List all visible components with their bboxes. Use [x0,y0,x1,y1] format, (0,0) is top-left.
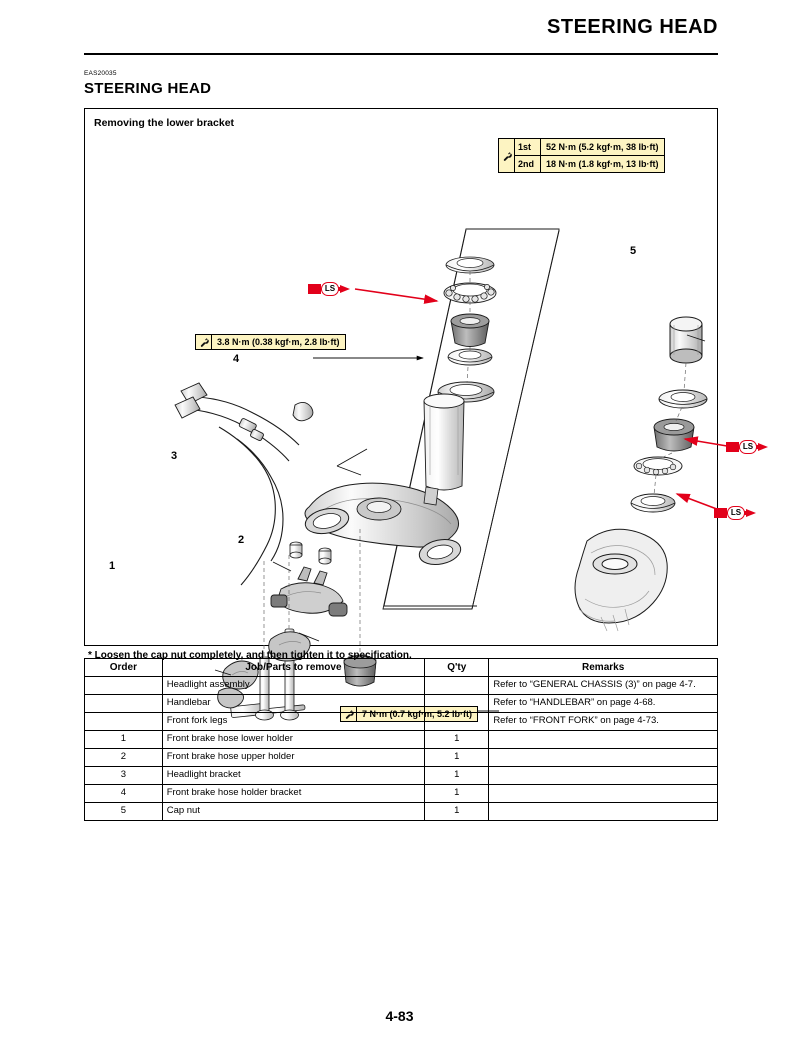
torque-callout-cap-nut [498,138,665,173]
lube-marker-label: LS [322,283,338,295]
table-row [85,731,718,749]
cell-job: Front fork legs [162,713,424,731]
callout-number-4: 4 [233,353,240,365]
cell-order [85,677,163,695]
section-title: STEERING HEAD [84,80,212,97]
callout-number-5: 5 [630,245,637,257]
wrench-icon [499,139,515,172]
column-header-order: Order [85,659,163,677]
cell-job: Cap nut [162,803,424,821]
eas-code: EAS20035 [84,70,117,77]
torque-order: 2nd [515,156,541,172]
table-row [85,785,718,803]
lube-marker-ls-1 [307,281,351,297]
callout-number-3: 3 [171,450,178,462]
cell-qty [425,677,489,695]
table-row [85,713,718,731]
cell-order [85,713,163,731]
cell-remarks [489,785,718,803]
cell-remarks: Refer to “HANDLEBAR” on page 4-68. [489,695,718,713]
column-header-qty: Q'ty [425,659,489,677]
table-row [85,695,718,713]
column-header-remarks: Remarks [489,659,718,677]
table-row [85,767,718,785]
cell-qty [425,695,489,713]
cell-order [85,695,163,713]
callout-number-2: 2 [238,534,245,546]
steering-head-exploded-diagram [85,109,719,647]
cell-order: 4 [85,785,163,803]
lube-marker-label: LS [728,507,744,519]
figure-note: * Loosen the cap nut completely, and then tighten it to specification. [88,650,412,661]
cell-remarks [489,803,718,821]
page-title: STEERING HEAD [547,16,718,38]
cell-remarks [489,749,718,767]
table-header-row [85,659,718,677]
cell-job: Headlight bracket [162,767,424,785]
parts-table [84,658,718,821]
header-divider [84,53,718,55]
torque-value: 18 N·m (1.8 kgf·m, 13 lb·ft) [546,159,659,169]
figure-caption: Removing the lower bracket [94,117,235,129]
torque-order: 1st [515,139,541,155]
cell-remarks: Refer to “GENERAL CHASSIS (3)” on page 4-7. [489,677,718,695]
table-row [85,803,718,821]
cell-qty: 1 [425,785,489,803]
cell-job: Front brake hose lower holder [162,731,424,749]
callout-number-1: 1 [109,560,116,572]
torque-callout-3-8 [195,334,346,350]
cell-order: 5 [85,803,163,821]
page-header [84,16,718,39]
cell-qty: 1 [425,803,489,821]
cell-job: Handlebar [162,695,424,713]
torque-value: 52 N·m (5.2 kgf·m, 38 lb·ft) [546,142,659,152]
torque-row-2nd [515,155,664,172]
cell-job: Front brake hose upper holder [162,749,424,767]
cell-order: 2 [85,749,163,767]
cell-job: Headlight assembly [162,677,424,695]
lube-marker-ls-3 [713,505,757,521]
table-row [85,677,718,695]
wrench-icon [196,335,212,349]
lube-marker-ls-2 [725,439,769,455]
cell-qty: 1 [425,749,489,767]
lube-marker-label: LS [740,441,756,453]
cell-job: Front brake hose holder bracket [162,785,424,803]
cell-remarks [489,767,718,785]
torque-value: 7 N·m (0.7 kgf·m, 5.2 lb·ft) [362,709,473,719]
cell-qty: 1 [425,767,489,785]
torque-value: 3.8 N·m (0.38 kgf·m, 2.8 lb·ft) [217,337,340,347]
cell-order: 1 [85,731,163,749]
cell-remarks [489,731,718,749]
cell-qty: 1 [425,731,489,749]
cell-remarks: Refer to “FRONT FORK” on page 4-73. [489,713,718,731]
torque-row-1st [515,139,664,155]
cell-qty [425,713,489,731]
column-header-job: Job/Parts to remove [162,659,424,677]
cell-order: 3 [85,767,163,785]
page-number: 4-83 [385,1008,414,1024]
table-row [85,749,718,767]
